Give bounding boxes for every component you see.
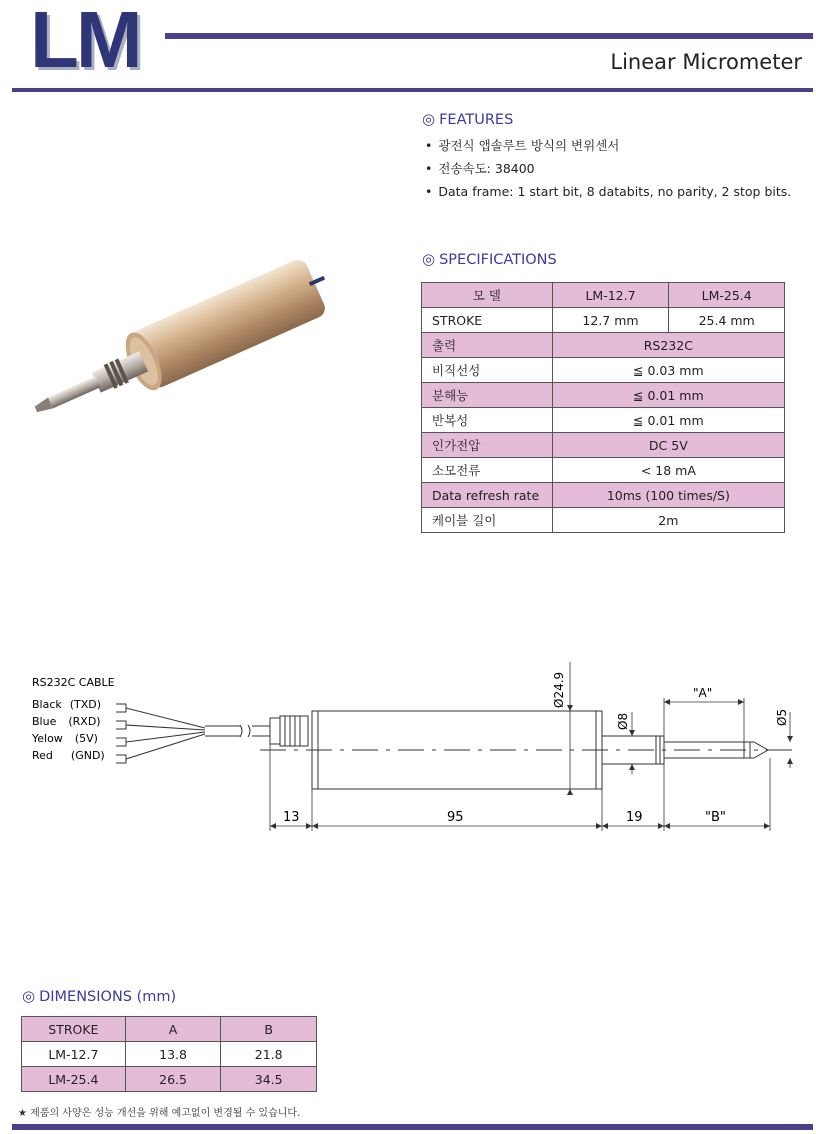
- table-row: [22, 1067, 317, 1092]
- dim-tip-diameter: Ø5: [775, 708, 789, 726]
- table-cell: 13.8: [125, 1042, 221, 1067]
- dim-body-diameter: Ø24.9: [552, 671, 566, 708]
- table-row: [422, 483, 785, 508]
- table-cell: LM-25.4: [669, 283, 785, 308]
- section-mark-icon: ◎: [22, 987, 36, 1005]
- table-cell: 소모전류: [422, 458, 553, 483]
- table-cell: LM-12.7: [22, 1042, 126, 1067]
- table-cell: DC 5V: [552, 433, 784, 458]
- dim-19-label: 19: [626, 810, 643, 825]
- table-cell: 모 델: [422, 283, 553, 308]
- table-cell: 34.5: [221, 1067, 317, 1092]
- table-cell: 21.8: [221, 1042, 317, 1067]
- wire-label: Blue (RXD): [32, 715, 101, 728]
- table-cell: 케이블 길이: [422, 508, 553, 533]
- table-cell: 10ms (100 times/S): [552, 483, 784, 508]
- list-item: • 광전식 앱솔루트 방식의 변위센서: [425, 134, 791, 157]
- table-row: [422, 433, 785, 458]
- table-cell: 인가전압: [422, 433, 553, 458]
- dimension-drawing: [0, 650, 816, 840]
- wire-label: Red (GND): [32, 749, 105, 762]
- table-row: [422, 508, 785, 533]
- table-cell: ≦ 0.03 mm: [552, 358, 784, 383]
- header-bar: [165, 33, 813, 39]
- table-row: [422, 383, 785, 408]
- brand-logo: LM: [30, 0, 140, 84]
- table-cell: B: [221, 1017, 317, 1042]
- features-heading: ◎ FEATURES: [422, 110, 514, 128]
- table-cell: STROKE: [422, 308, 553, 333]
- table-row: [422, 458, 785, 483]
- page-title: Linear Micrometer: [610, 50, 802, 74]
- table-row: [22, 1042, 317, 1067]
- cable-title: RS232C CABLE: [32, 676, 115, 689]
- table-row: [422, 333, 785, 358]
- table-cell: LM-25.4: [22, 1067, 126, 1092]
- product-photo: [18, 255, 338, 435]
- table-cell: ≦ 0.01 mm: [552, 408, 784, 433]
- features-list: [425, 134, 791, 203]
- table-cell: < 18 mA: [552, 458, 784, 483]
- section-mark-icon: ◎: [422, 110, 436, 128]
- dim-13-label: 13: [283, 810, 300, 825]
- table-cell: RS232C: [552, 333, 784, 358]
- table-row: [422, 408, 785, 433]
- table-cell: STROKE: [22, 1017, 126, 1042]
- table-cell: LM-12.7: [552, 283, 669, 308]
- table-cell: 2m: [552, 508, 784, 533]
- wire-label: Black (TXD): [32, 698, 102, 711]
- list-item: • Data frame: 1 start bit, 8 databits, no parity, 2 stop bits.: [425, 180, 791, 203]
- section-mark-icon: ◎: [422, 250, 436, 268]
- table-row: [422, 358, 785, 383]
- dimensions-table: [21, 1016, 317, 1092]
- dimensions-heading: ◎ DIMENSIONS (mm): [22, 987, 177, 1005]
- table-row: [422, 308, 785, 333]
- table-cell: ≦ 0.01 mm: [552, 383, 784, 408]
- specifications-table: [421, 282, 785, 533]
- table-cell: 26.5: [125, 1067, 221, 1092]
- footnote: ★ 제품의 사양은 성능 개선을 위해 예고없이 변경될 수 있습니다.: [18, 1108, 301, 1119]
- specifications-heading: ◎ SPECIFICATIONS: [422, 250, 557, 268]
- table-cell: Data refresh rate: [422, 483, 553, 508]
- dim-b-label: "B": [705, 810, 726, 825]
- table-cell: 12.7 mm: [552, 308, 669, 333]
- cable-lines: [116, 704, 768, 789]
- table-row: [22, 1017, 317, 1042]
- dim-shaft-diameter: Ø8: [616, 712, 630, 730]
- dim-a-label: "A": [693, 686, 713, 700]
- table-cell: 출력: [422, 333, 553, 358]
- table-cell: 반복성: [422, 408, 553, 433]
- table-cell: 비직선성: [422, 358, 553, 383]
- dim-95-label: 95: [447, 810, 464, 825]
- wire-label: Yelow (5V): [32, 732, 98, 745]
- footer-divider: [12, 1124, 813, 1130]
- table-row: [422, 283, 785, 308]
- header-divider: [12, 88, 813, 92]
- table-cell: 분해능: [422, 383, 553, 408]
- list-item: • 전송속도: 38400: [425, 157, 791, 180]
- table-cell: A: [125, 1017, 221, 1042]
- table-cell: 25.4 mm: [669, 308, 785, 333]
